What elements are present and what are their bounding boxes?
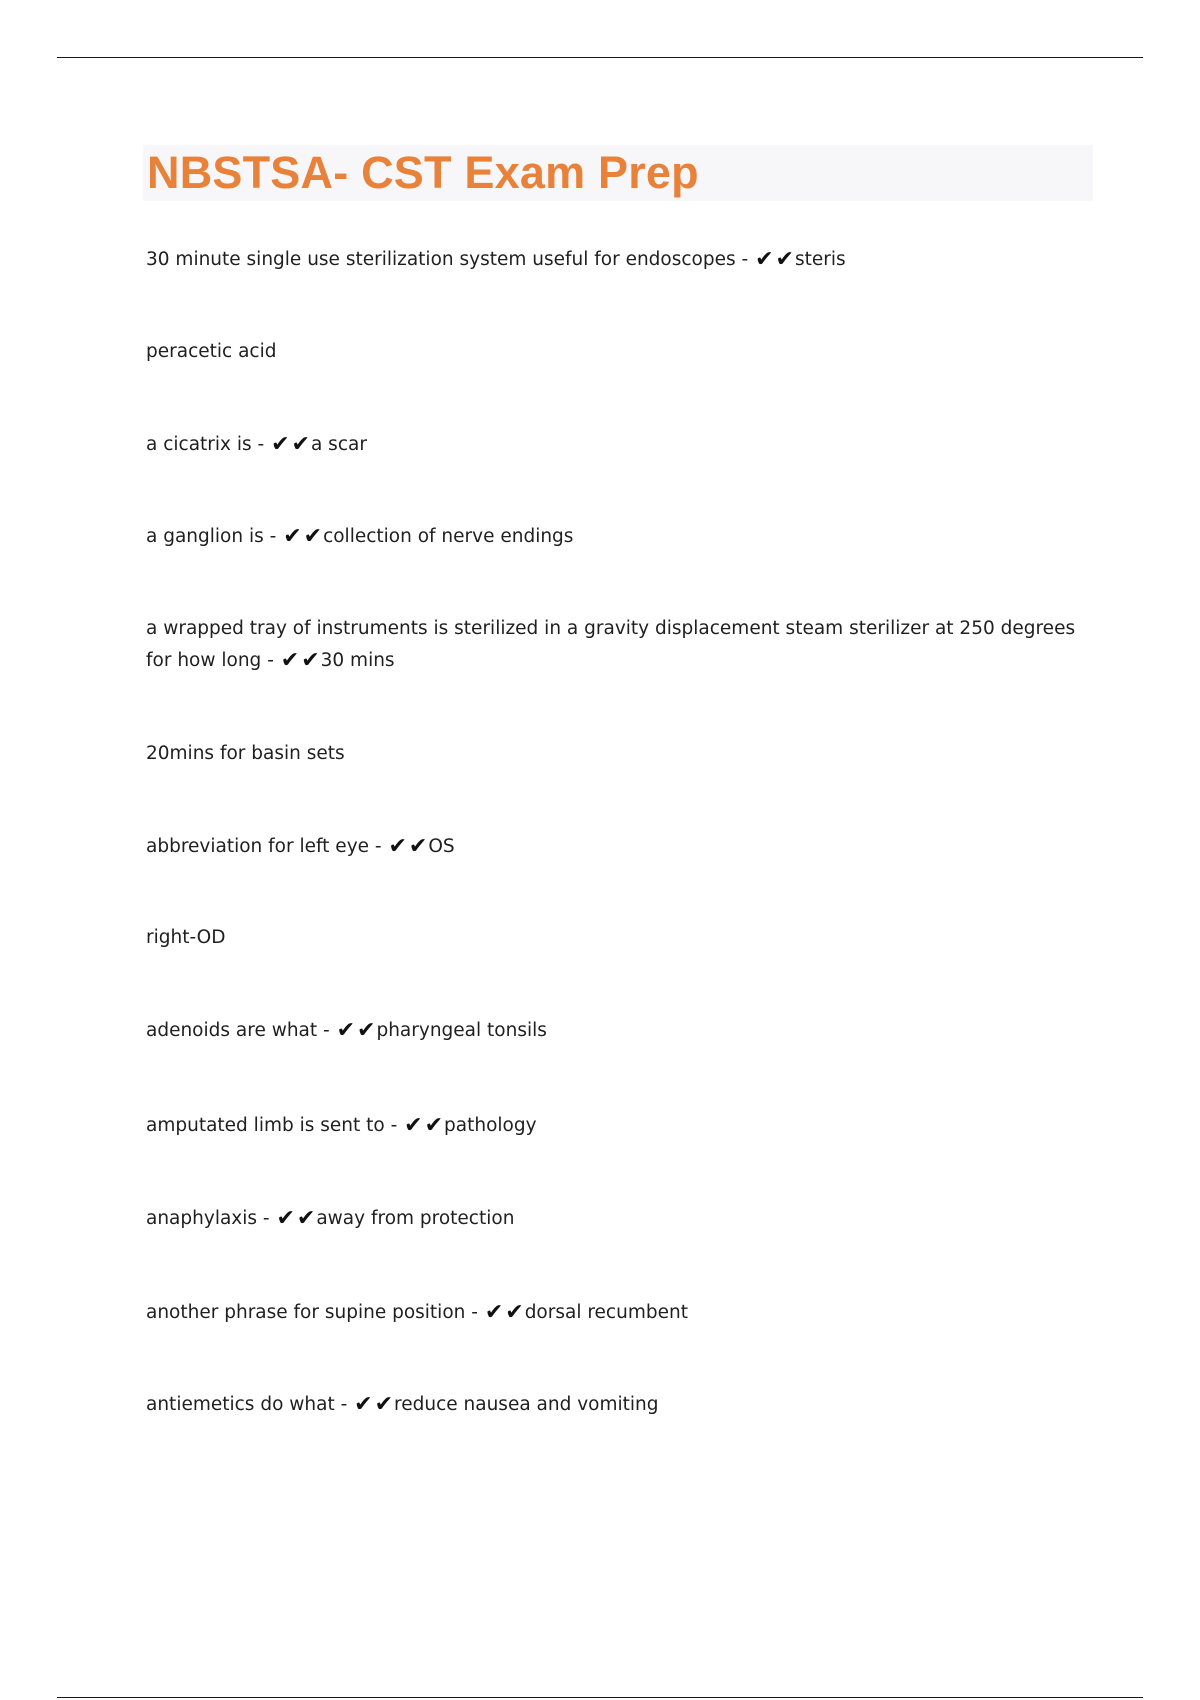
separator-dash: - <box>257 1208 276 1229</box>
flashcard-question: a ganglion is <box>146 526 264 547</box>
checkmark-icon: ✔ <box>354 1392 373 1417</box>
flashcard-entry <box>146 613 1086 677</box>
checkmark-icon: ✔ <box>291 432 310 457</box>
flashcard-answer: away from protection <box>316 1208 515 1229</box>
checkmark-icon: ✔ <box>296 1206 316 1231</box>
top-rule <box>57 57 1143 58</box>
checkmark-icon: ✔ <box>280 648 300 673</box>
flashcard-answer: steris <box>794 249 846 270</box>
checkmark-icon: ✔ <box>357 1018 376 1043</box>
flashcard-entry <box>146 922 1086 954</box>
flashcard-entry <box>146 1389 1086 1421</box>
flashcard-answer: reduce nausea and vomiting <box>394 1394 659 1415</box>
bottom-rule <box>57 1697 1143 1698</box>
separator-dash: - <box>384 1115 404 1136</box>
flashcard-question: antiemetics do what <box>146 1394 335 1415</box>
flashcard-question: anaphylaxis <box>146 1208 258 1229</box>
flashcard-entry <box>146 1110 1086 1142</box>
flashcard-entry <box>146 738 1086 770</box>
flashcard-question: another phrase for supine position <box>146 1302 466 1323</box>
checkmark-icon: ✔ <box>408 834 428 859</box>
flashcard-question: a cicatrix is <box>146 434 252 455</box>
checkmark-icon: ✔ <box>301 648 320 673</box>
checkmark-icon: ✔ <box>505 1300 524 1325</box>
separator-dash: - <box>465 1302 484 1323</box>
separator-dash: - <box>261 650 280 671</box>
flashcard-entry <box>146 429 1086 461</box>
flashcard-question: 20mins for basin sets <box>146 743 345 764</box>
flashcard-answer: dorsal recumbent <box>524 1302 688 1323</box>
checkmark-icon: ✔ <box>303 524 323 549</box>
flashcard-question: 30 minute single use sterilization system useful for endoscopes <box>146 249 736 270</box>
flashcard-question: amputated limb is sent to <box>146 1115 385 1136</box>
checkmark-icon: ✔ <box>484 1300 504 1325</box>
separator-dash: - <box>317 1020 336 1041</box>
checkmark-icon: ✔ <box>271 432 290 457</box>
checkmark-icon: ✔ <box>775 247 794 272</box>
checkmark-icon: ✔ <box>755 247 774 272</box>
flashcard-question: peracetic acid <box>146 341 277 362</box>
flashcard-question: right-OD <box>146 927 226 948</box>
separator-dash: - <box>369 836 388 857</box>
document-title: NBSTSA- CST Exam Prep <box>147 147 699 198</box>
flashcard-entry <box>146 244 1086 276</box>
flashcard-entry <box>146 336 1086 368</box>
flashcard-answer: 30 mins <box>320 650 395 671</box>
flashcard-answer: collection of nerve endings <box>323 526 574 547</box>
separator-dash: - <box>263 526 283 547</box>
separator-dash: - <box>735 249 755 270</box>
flashcard-answer: pharyngeal tonsils <box>376 1020 547 1041</box>
flashcard-entry <box>146 1297 1086 1329</box>
flashcard-entry <box>146 1015 1086 1047</box>
flashcard-entry <box>146 831 1086 863</box>
checkmark-icon: ✔ <box>374 1392 394 1417</box>
flashcard-question: abbreviation for left eye <box>146 836 370 857</box>
flashcard-answer: a scar <box>310 434 367 455</box>
checkmark-icon: ✔ <box>404 1113 423 1138</box>
flashcard-answer: OS <box>428 836 455 857</box>
separator-dash: - <box>334 1394 354 1415</box>
flashcard-entry <box>146 1203 1086 1235</box>
checkmark-icon: ✔ <box>336 1018 356 1043</box>
checkmark-icon: ✔ <box>276 1206 295 1231</box>
checkmark-icon: ✔ <box>424 1113 444 1138</box>
flashcard-entry <box>146 521 1086 553</box>
flashcard-question: adenoids are what <box>146 1020 318 1041</box>
checkmark-icon: ✔ <box>283 524 302 549</box>
flashcard-answer: pathology <box>444 1115 537 1136</box>
separator-dash: - <box>251 434 271 455</box>
flashcard-question: a wrapped tray of instruments is sterilized in a gravity displacement steam sterilizer at 250 degrees for how long <box>146 618 1076 671</box>
checkmark-icon: ✔ <box>388 834 407 859</box>
